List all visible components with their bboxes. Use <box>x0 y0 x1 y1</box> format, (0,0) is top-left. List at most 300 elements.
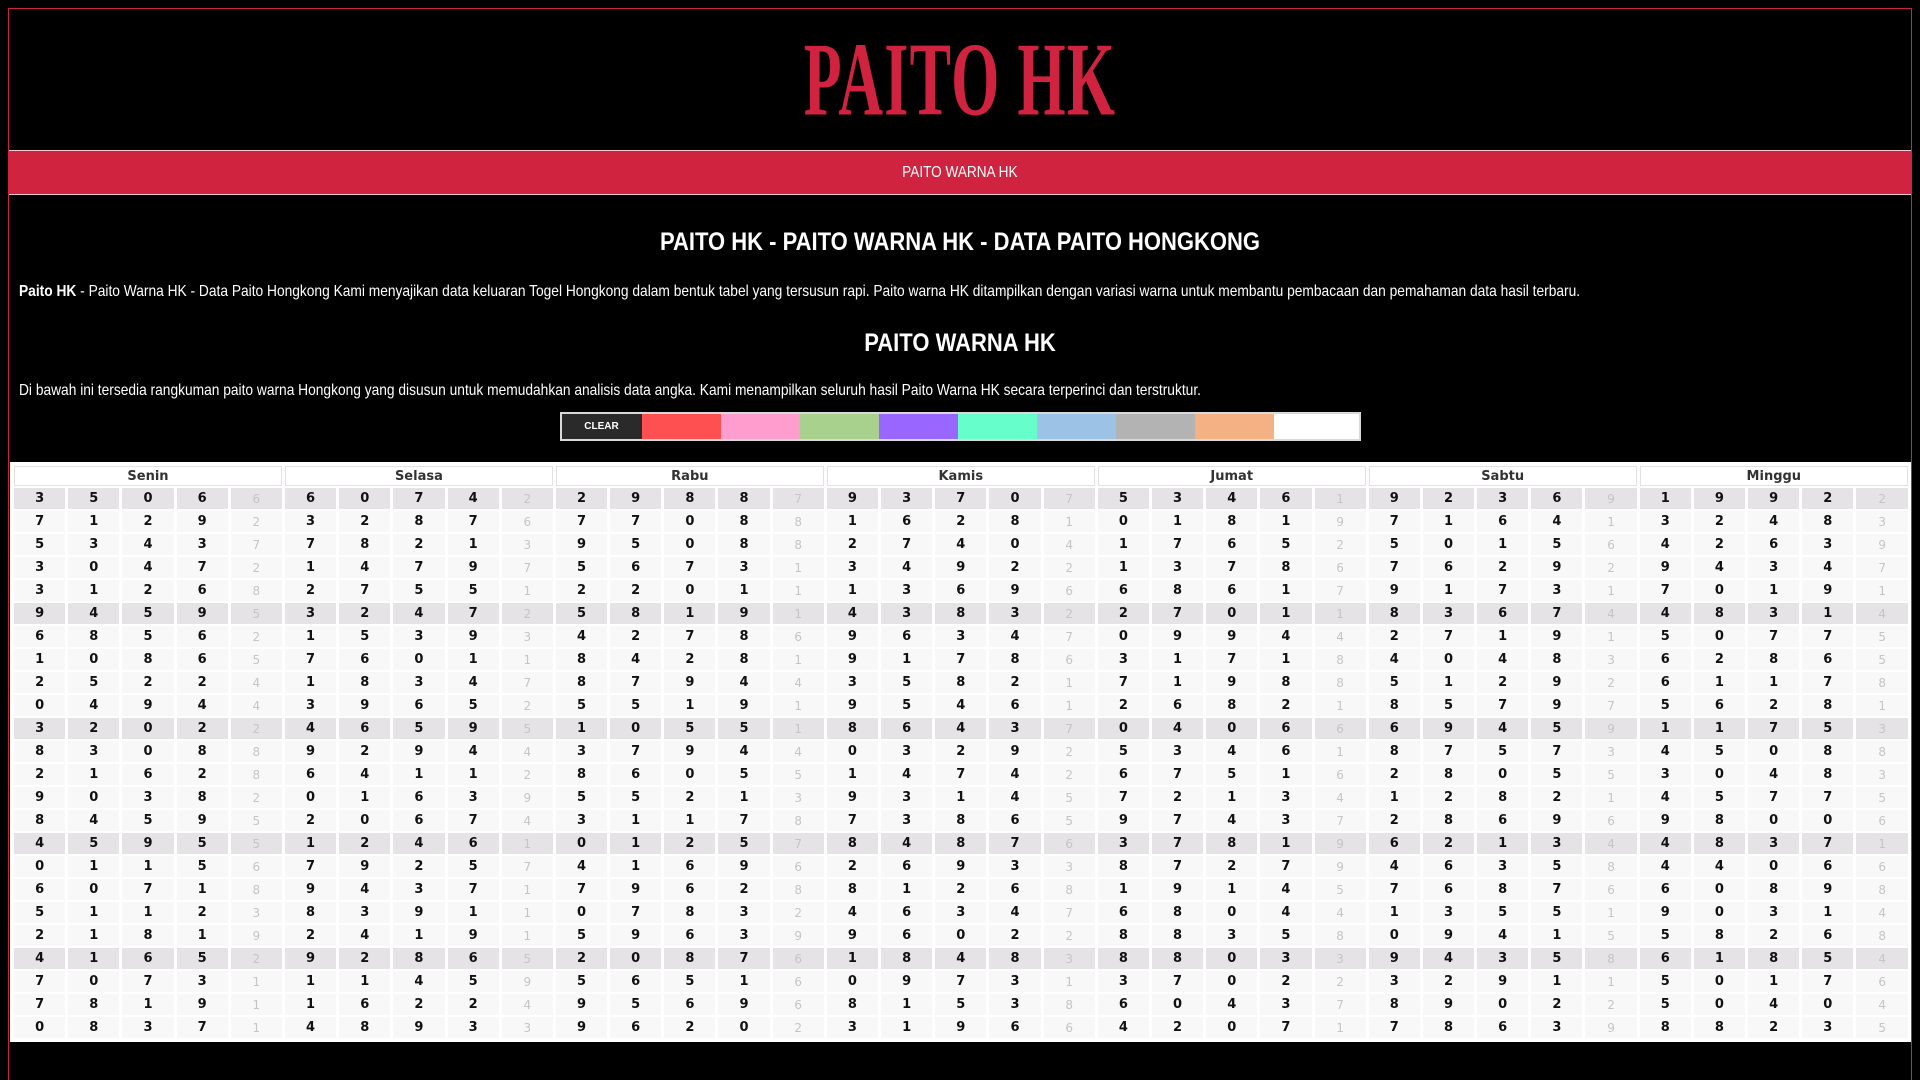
number-cell[interactable]: 9 <box>122 833 173 854</box>
number-cell[interactable]: 8 <box>1694 833 1745 854</box>
number-cell[interactable]: 2 <box>1098 695 1149 716</box>
number-cell[interactable]: 9 <box>1477 971 1528 992</box>
ekor-cell[interactable]: 5 <box>1585 764 1636 785</box>
number-cell[interactable]: 8 <box>14 741 65 762</box>
ekor-cell[interactable]: 1 <box>773 695 824 716</box>
number-cell[interactable]: 9 <box>1152 879 1203 900</box>
number-cell[interactable]: 4 <box>285 1017 336 1038</box>
ekor-cell[interactable]: 2 <box>502 764 553 785</box>
number-cell[interactable]: 4 <box>881 764 932 785</box>
number-cell[interactable]: 4 <box>1748 764 1799 785</box>
number-cell[interactable]: 8 <box>664 488 715 509</box>
number-cell[interactable]: 5 <box>1640 971 1691 992</box>
number-cell[interactable]: 7 <box>664 626 715 647</box>
number-cell[interactable]: 5 <box>1423 695 1474 716</box>
number-cell[interactable]: 1 <box>556 718 607 739</box>
number-cell[interactable]: 6 <box>1802 856 1853 877</box>
number-cell[interactable]: 7 <box>448 511 499 532</box>
number-cell[interactable]: 9 <box>448 557 499 578</box>
number-cell[interactable]: 7 <box>1531 603 1582 624</box>
number-cell[interactable]: 2 <box>448 994 499 1015</box>
number-cell[interactable]: 7 <box>718 948 769 969</box>
number-cell[interactable]: 9 <box>285 948 336 969</box>
number-cell[interactable]: 8 <box>339 1017 390 1038</box>
number-cell[interactable]: 8 <box>718 626 769 647</box>
number-cell[interactable]: 0 <box>1206 971 1257 992</box>
number-cell[interactable]: 9 <box>989 741 1040 762</box>
number-cell[interactable]: 2 <box>989 557 1040 578</box>
number-cell[interactable]: 8 <box>1802 511 1853 532</box>
number-cell[interactable]: 0 <box>1477 994 1528 1015</box>
number-cell[interactable]: 5 <box>448 695 499 716</box>
number-cell[interactable]: 8 <box>1369 695 1420 716</box>
number-cell[interactable]: 9 <box>610 925 661 946</box>
number-cell[interactable]: 2 <box>664 833 715 854</box>
ekor-cell[interactable]: 5 <box>1856 626 1908 647</box>
number-cell[interactable]: 9 <box>827 649 878 670</box>
number-cell[interactable]: 4 <box>393 971 444 992</box>
ekor-cell[interactable]: 6 <box>1856 971 1908 992</box>
ekor-cell[interactable]: 8 <box>231 580 282 601</box>
number-cell[interactable]: 2 <box>1748 925 1799 946</box>
number-cell[interactable]: 1 <box>1206 879 1257 900</box>
number-cell[interactable]: 4 <box>610 649 661 670</box>
number-cell[interactable]: 3 <box>1748 603 1799 624</box>
ekor-cell[interactable]: 7 <box>1044 902 1095 923</box>
number-cell[interactable]: 8 <box>339 672 390 693</box>
number-cell[interactable]: 1 <box>448 649 499 670</box>
number-cell[interactable]: 9 <box>285 741 336 762</box>
number-cell[interactable]: 6 <box>1694 695 1745 716</box>
number-cell[interactable]: 7 <box>1423 626 1474 647</box>
number-cell[interactable]: 4 <box>1640 787 1691 808</box>
number-cell[interactable]: 1 <box>1152 511 1203 532</box>
number-cell[interactable]: 8 <box>122 649 173 670</box>
number-cell[interactable]: 8 <box>1477 787 1528 808</box>
ekor-cell[interactable]: 7 <box>231 534 282 555</box>
ekor-cell[interactable]: 9 <box>1315 833 1366 854</box>
number-cell[interactable]: 7 <box>1531 741 1582 762</box>
number-cell[interactable]: 3 <box>718 925 769 946</box>
number-cell[interactable]: 7 <box>393 488 444 509</box>
number-cell[interactable]: 9 <box>1369 948 1420 969</box>
number-cell[interactable]: 2 <box>177 902 228 923</box>
ekor-cell[interactable]: 2 <box>502 695 553 716</box>
number-cell[interactable]: 2 <box>610 580 661 601</box>
number-cell[interactable]: 3 <box>881 787 932 808</box>
number-cell[interactable]: 9 <box>393 1017 444 1038</box>
ekor-cell[interactable]: 4 <box>502 810 553 831</box>
number-cell[interactable]: 8 <box>827 833 878 854</box>
number-cell[interactable]: 8 <box>1369 994 1420 1015</box>
clear-button[interactable]: CLEAR <box>562 414 642 439</box>
number-cell[interactable]: 7 <box>14 511 65 532</box>
number-cell[interactable]: 1 <box>1694 672 1745 693</box>
number-cell[interactable]: 1 <box>285 971 336 992</box>
ekor-cell[interactable]: 1 <box>1044 672 1095 693</box>
number-cell[interactable]: 0 <box>1748 856 1799 877</box>
number-cell[interactable]: 9 <box>14 603 65 624</box>
ekor-cell[interactable]: 5 <box>1856 1017 1908 1038</box>
number-cell[interactable]: 9 <box>339 856 390 877</box>
number-cell[interactable]: 2 <box>1423 833 1474 854</box>
number-cell[interactable]: 1 <box>1477 833 1528 854</box>
number-cell[interactable]: 4 <box>935 534 986 555</box>
number-cell[interactable]: 8 <box>827 994 878 1015</box>
number-cell[interactable]: 9 <box>1531 672 1582 693</box>
ekor-cell[interactable]: 2 <box>1856 488 1908 509</box>
number-cell[interactable]: 7 <box>1748 718 1799 739</box>
number-cell[interactable]: 2 <box>935 741 986 762</box>
ekor-cell[interactable]: 6 <box>1585 879 1636 900</box>
number-cell[interactable]: 3 <box>1477 856 1528 877</box>
number-cell[interactable]: 5 <box>68 833 119 854</box>
number-cell[interactable]: 5 <box>556 603 607 624</box>
number-cell[interactable]: 8 <box>1206 833 1257 854</box>
number-cell[interactable]: 0 <box>1694 580 1745 601</box>
number-cell[interactable]: 3 <box>989 994 1040 1015</box>
number-cell[interactable]: 8 <box>1423 764 1474 785</box>
number-cell[interactable]: 0 <box>1694 902 1745 923</box>
number-cell[interactable]: 5 <box>177 948 228 969</box>
number-cell[interactable]: 4 <box>1748 511 1799 532</box>
number-cell[interactable]: 2 <box>1369 626 1420 647</box>
ekor-cell[interactable]: 2 <box>1585 994 1636 1015</box>
number-cell[interactable]: 6 <box>122 948 173 969</box>
number-cell[interactable]: 7 <box>1260 856 1311 877</box>
ekor-cell[interactable]: 2 <box>502 488 553 509</box>
number-cell[interactable]: 6 <box>1423 879 1474 900</box>
ekor-cell[interactable]: 6 <box>1315 718 1366 739</box>
color-swatch[interactable] <box>1195 414 1274 439</box>
number-cell[interactable]: 2 <box>989 925 1040 946</box>
ekor-cell[interactable]: 9 <box>1585 488 1636 509</box>
color-swatch[interactable] <box>721 414 800 439</box>
number-cell[interactable]: 8 <box>122 925 173 946</box>
ekor-cell[interactable]: 9 <box>502 787 553 808</box>
number-cell[interactable]: 3 <box>122 787 173 808</box>
number-cell[interactable]: 8 <box>556 649 607 670</box>
number-cell[interactable]: 7 <box>1531 879 1582 900</box>
number-cell[interactable]: 3 <box>1152 557 1203 578</box>
number-cell[interactable]: 3 <box>1640 764 1691 785</box>
number-cell[interactable]: 4 <box>1369 856 1420 877</box>
number-cell[interactable]: 1 <box>1640 718 1691 739</box>
number-cell[interactable]: 8 <box>989 948 1040 969</box>
ekor-cell[interactable]: 1 <box>773 603 824 624</box>
number-cell[interactable]: 1 <box>881 879 932 900</box>
number-cell[interactable]: 4 <box>1640 833 1691 854</box>
number-cell[interactable]: 5 <box>122 603 173 624</box>
number-cell[interactable]: 4 <box>1477 718 1528 739</box>
number-cell[interactable]: 7 <box>1802 787 1853 808</box>
ekor-cell[interactable]: 6 <box>773 971 824 992</box>
number-cell[interactable]: 3 <box>285 603 336 624</box>
number-cell[interactable]: 2 <box>1531 994 1582 1015</box>
ekor-cell[interactable]: 7 <box>1044 488 1095 509</box>
number-cell[interactable]: 3 <box>881 580 932 601</box>
number-cell[interactable]: 7 <box>122 971 173 992</box>
number-cell[interactable]: 7 <box>1152 833 1203 854</box>
number-cell[interactable]: 6 <box>1802 925 1853 946</box>
number-cell[interactable]: 4 <box>393 603 444 624</box>
number-cell[interactable]: 2 <box>1260 695 1311 716</box>
number-cell[interactable]: 1 <box>881 649 932 670</box>
number-cell[interactable]: 3 <box>556 810 607 831</box>
ekor-cell[interactable]: 4 <box>231 672 282 693</box>
number-cell[interactable]: 8 <box>1477 879 1528 900</box>
number-cell[interactable]: 6 <box>935 580 986 601</box>
number-cell[interactable]: 9 <box>556 994 607 1015</box>
ekor-cell[interactable]: 2 <box>1315 534 1366 555</box>
number-cell[interactable]: 4 <box>989 626 1040 647</box>
number-cell[interactable]: 5 <box>556 971 607 992</box>
number-cell[interactable]: 7 <box>881 534 932 555</box>
number-cell[interactable]: 5 <box>1531 948 1582 969</box>
number-cell[interactable]: 4 <box>1206 994 1257 1015</box>
number-cell[interactable]: 4 <box>448 488 499 509</box>
number-cell[interactable]: 5 <box>1477 741 1528 762</box>
number-cell[interactable]: 5 <box>610 787 661 808</box>
number-cell[interactable]: 2 <box>177 672 228 693</box>
number-cell[interactable]: 4 <box>1802 557 1853 578</box>
number-cell[interactable]: 7 <box>1802 626 1853 647</box>
number-cell[interactable]: 3 <box>14 557 65 578</box>
number-cell[interactable]: 1 <box>1369 902 1420 923</box>
number-cell[interactable]: 8 <box>1802 741 1853 762</box>
number-cell[interactable]: 6 <box>1748 534 1799 555</box>
number-cell[interactable]: 6 <box>285 764 336 785</box>
number-cell[interactable]: 7 <box>664 557 715 578</box>
number-cell[interactable]: 8 <box>339 534 390 555</box>
ekor-cell[interactable]: 3 <box>502 534 553 555</box>
ekor-cell[interactable]: 7 <box>1315 580 1366 601</box>
number-cell[interactable]: 1 <box>122 902 173 923</box>
ekor-cell[interactable]: 2 <box>502 603 553 624</box>
number-cell[interactable]: 8 <box>989 649 1040 670</box>
number-cell[interactable]: 5 <box>1369 672 1420 693</box>
ekor-cell[interactable]: 1 <box>502 879 553 900</box>
number-cell[interactable]: 1 <box>1152 672 1203 693</box>
number-cell[interactable]: 5 <box>556 557 607 578</box>
number-cell[interactable]: 3 <box>1748 833 1799 854</box>
number-cell[interactable]: 1 <box>664 603 715 624</box>
number-cell[interactable]: 0 <box>1206 948 1257 969</box>
ekor-cell[interactable]: 3 <box>1585 741 1636 762</box>
number-cell[interactable]: 9 <box>935 856 986 877</box>
number-cell[interactable]: 8 <box>718 511 769 532</box>
number-cell[interactable]: 9 <box>1640 902 1691 923</box>
number-cell[interactable]: 5 <box>393 718 444 739</box>
ekor-cell[interactable]: 1 <box>231 994 282 1015</box>
ekor-cell[interactable]: 5 <box>1856 787 1908 808</box>
number-cell[interactable]: 5 <box>393 580 444 601</box>
number-cell[interactable]: 0 <box>122 741 173 762</box>
number-cell[interactable]: 0 <box>664 764 715 785</box>
number-cell[interactable]: 0 <box>556 833 607 854</box>
ekor-cell[interactable]: 5 <box>1044 810 1095 831</box>
number-cell[interactable]: 2 <box>556 948 607 969</box>
number-cell[interactable]: 4 <box>1206 741 1257 762</box>
number-cell[interactable]: 5 <box>339 626 390 647</box>
number-cell[interactable]: 0 <box>827 741 878 762</box>
number-cell[interactable]: 1 <box>935 787 986 808</box>
ekor-cell[interactable]: 5 <box>231 810 282 831</box>
ekor-cell[interactable]: 3 <box>502 626 553 647</box>
number-cell[interactable]: 9 <box>1369 580 1420 601</box>
number-cell[interactable]: 8 <box>393 511 444 532</box>
number-cell[interactable]: 9 <box>14 787 65 808</box>
number-cell[interactable]: 9 <box>393 902 444 923</box>
number-cell[interactable]: 0 <box>610 948 661 969</box>
number-cell[interactable]: 3 <box>1152 741 1203 762</box>
number-cell[interactable]: 1 <box>1748 672 1799 693</box>
number-cell[interactable]: 4 <box>718 741 769 762</box>
number-cell[interactable]: 6 <box>339 994 390 1015</box>
number-cell[interactable]: 9 <box>935 1017 986 1038</box>
number-cell[interactable]: 2 <box>1206 856 1257 877</box>
number-cell[interactable]: 1 <box>1748 971 1799 992</box>
number-cell[interactable]: 6 <box>610 971 661 992</box>
number-cell[interactable]: 3 <box>285 695 336 716</box>
number-cell[interactable]: 5 <box>1694 741 1745 762</box>
number-cell[interactable]: 5 <box>1098 488 1149 509</box>
ekor-cell[interactable]: 8 <box>773 879 824 900</box>
ekor-cell[interactable]: 6 <box>1315 557 1366 578</box>
number-cell[interactable]: 1 <box>1423 511 1474 532</box>
number-cell[interactable]: 9 <box>935 557 986 578</box>
ekor-cell[interactable]: 4 <box>773 672 824 693</box>
number-cell[interactable]: 5 <box>610 534 661 555</box>
number-cell[interactable]: 6 <box>989 879 1040 900</box>
number-cell[interactable]: 8 <box>935 672 986 693</box>
number-cell[interactable]: 8 <box>827 718 878 739</box>
number-cell[interactable]: 3 <box>718 557 769 578</box>
number-cell[interactable]: 6 <box>881 925 932 946</box>
number-cell[interactable]: 6 <box>339 718 390 739</box>
number-cell[interactable]: 5 <box>1694 787 1745 808</box>
number-cell[interactable]: 6 <box>664 879 715 900</box>
number-cell[interactable]: 4 <box>14 948 65 969</box>
ekor-cell[interactable]: 2 <box>1315 971 1366 992</box>
number-cell[interactable]: 4 <box>68 810 119 831</box>
number-cell[interactable]: 1 <box>339 971 390 992</box>
ekor-cell[interactable]: 4 <box>1856 994 1908 1015</box>
number-cell[interactable]: 0 <box>1802 994 1853 1015</box>
number-cell[interactable]: 6 <box>1369 718 1420 739</box>
ekor-cell[interactable]: 4 <box>1585 603 1636 624</box>
ekor-cell[interactable]: 4 <box>1315 902 1366 923</box>
number-cell[interactable]: 5 <box>610 994 661 1015</box>
ekor-cell[interactable]: 5 <box>231 603 282 624</box>
number-cell[interactable]: 7 <box>610 672 661 693</box>
ekor-cell[interactable]: 1 <box>1044 695 1095 716</box>
number-cell[interactable]: 7 <box>1802 833 1853 854</box>
ekor-cell[interactable]: 1 <box>1315 1017 1366 1038</box>
number-cell[interactable]: 2 <box>827 534 878 555</box>
number-cell[interactable]: 5 <box>718 718 769 739</box>
number-cell[interactable]: 1 <box>285 994 336 1015</box>
number-cell[interactable]: 2 <box>1423 787 1474 808</box>
number-cell[interactable]: 6 <box>1802 649 1853 670</box>
number-cell[interactable]: 5 <box>1640 695 1691 716</box>
number-cell[interactable]: 4 <box>1260 879 1311 900</box>
number-cell[interactable]: 2 <box>1369 810 1420 831</box>
number-cell[interactable]: 1 <box>68 902 119 923</box>
ekor-cell[interactable]: 4 <box>1315 787 1366 808</box>
number-cell[interactable]: 7 <box>1152 810 1203 831</box>
number-cell[interactable]: 3 <box>1531 1017 1582 1038</box>
number-cell[interactable]: 6 <box>177 580 228 601</box>
number-cell[interactable]: 9 <box>610 488 661 509</box>
number-cell[interactable]: 7 <box>14 994 65 1015</box>
number-cell[interactable]: 5 <box>68 488 119 509</box>
number-cell[interactable]: 9 <box>1423 718 1474 739</box>
number-cell[interactable]: 7 <box>1477 695 1528 716</box>
number-cell[interactable]: 0 <box>1206 902 1257 923</box>
number-cell[interactable]: 8 <box>1206 695 1257 716</box>
number-cell[interactable]: 6 <box>1098 764 1149 785</box>
number-cell[interactable]: 2 <box>935 879 986 900</box>
ekor-cell[interactable]: 2 <box>1044 925 1095 946</box>
number-cell[interactable]: 1 <box>610 856 661 877</box>
number-cell[interactable]: 6 <box>1369 833 1420 854</box>
number-cell[interactable]: 6 <box>1477 810 1528 831</box>
number-cell[interactable]: 7 <box>935 764 986 785</box>
number-cell[interactable]: 0 <box>1802 810 1853 831</box>
number-cell[interactable]: 6 <box>610 1017 661 1038</box>
number-cell[interactable]: 9 <box>989 580 1040 601</box>
number-cell[interactable]: 8 <box>1152 948 1203 969</box>
number-cell[interactable]: 3 <box>1260 994 1311 1015</box>
number-cell[interactable]: 9 <box>1098 810 1149 831</box>
number-cell[interactable]: 8 <box>1748 879 1799 900</box>
number-cell[interactable]: 1 <box>1640 488 1691 509</box>
number-cell[interactable]: 2 <box>1423 488 1474 509</box>
ekor-cell[interactable]: 3 <box>1044 948 1095 969</box>
number-cell[interactable]: 3 <box>393 879 444 900</box>
number-cell[interactable]: 4 <box>989 787 1040 808</box>
number-cell[interactable]: 8 <box>1098 948 1149 969</box>
ekor-cell[interactable]: 5 <box>773 764 824 785</box>
number-cell[interactable]: 1 <box>1098 879 1149 900</box>
ekor-cell[interactable]: 3 <box>502 1017 553 1038</box>
number-cell[interactable]: 9 <box>881 971 932 992</box>
number-cell[interactable]: 0 <box>1206 718 1257 739</box>
number-cell[interactable]: 3 <box>935 902 986 923</box>
ekor-cell[interactable]: 1 <box>502 649 553 670</box>
number-cell[interactable]: 1 <box>1694 948 1745 969</box>
number-cell[interactable]: 3 <box>827 557 878 578</box>
ekor-cell[interactable]: 7 <box>773 833 824 854</box>
number-cell[interactable]: 2 <box>1694 511 1745 532</box>
ekor-cell[interactable]: 4 <box>502 741 553 762</box>
number-cell[interactable]: 7 <box>1152 971 1203 992</box>
number-cell[interactable]: 2 <box>177 764 228 785</box>
ekor-cell[interactable]: 9 <box>1315 511 1366 532</box>
number-cell[interactable]: 2 <box>1694 649 1745 670</box>
nav-link-paito-warna-hk[interactable]: PAITO WARNA HK <box>902 163 1018 181</box>
number-cell[interactable]: 8 <box>881 948 932 969</box>
number-cell[interactable]: 4 <box>1694 557 1745 578</box>
number-cell[interactable]: 5 <box>556 925 607 946</box>
number-cell[interactable]: 6 <box>1423 856 1474 877</box>
number-cell[interactable]: 9 <box>1531 626 1582 647</box>
number-cell[interactable]: 5 <box>1531 856 1582 877</box>
number-cell[interactable]: 6 <box>1531 488 1582 509</box>
number-cell[interactable]: 1 <box>881 1017 932 1038</box>
number-cell[interactable]: 0 <box>122 718 173 739</box>
